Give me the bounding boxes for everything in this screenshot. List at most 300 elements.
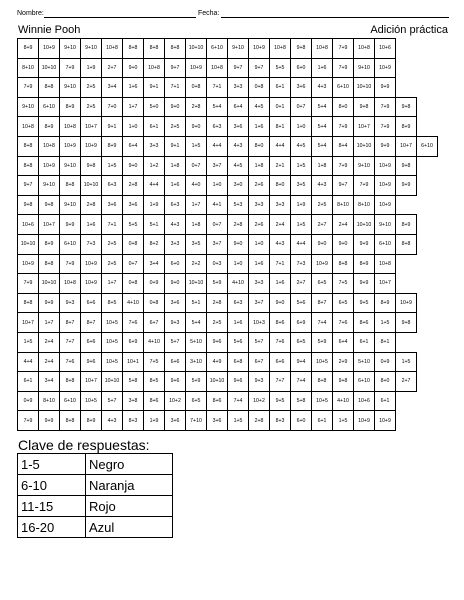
grid-cell[interactable]: 10+9 xyxy=(375,176,396,196)
grid-cell[interactable]: 6+7 xyxy=(144,313,165,333)
grid-cell[interactable]: 10+7 xyxy=(81,117,102,137)
grid-cell[interactable]: 10+3 xyxy=(249,313,270,333)
grid-cell[interactable]: 1+5 xyxy=(396,352,417,372)
grid-cell[interactable]: 9+0 xyxy=(165,274,186,294)
grid-cell[interactable]: 1+5 xyxy=(18,332,39,352)
grid-cell[interactable]: 5+4 xyxy=(312,136,333,156)
grid-cell[interactable]: 10+9 xyxy=(375,195,396,215)
grid-cell[interactable]: 8+8 xyxy=(396,234,417,254)
grid-cell[interactable]: 9+10 xyxy=(354,58,375,78)
grid-cell[interactable]: 7+9 xyxy=(333,156,354,176)
grid-cell[interactable]: 9+10 xyxy=(354,156,375,176)
grid-cell[interactable]: 6+4 xyxy=(333,332,354,352)
grid-cell[interactable]: 6+8 xyxy=(228,352,249,372)
grid-cell[interactable]: 3+3 xyxy=(144,136,165,156)
grid-cell[interactable]: 0+9 xyxy=(375,352,396,372)
grid-cell[interactable]: 7+6 xyxy=(270,332,291,352)
grid-cell[interactable]: 9+6 xyxy=(165,372,186,392)
grid-cell[interactable]: 3+3 xyxy=(249,195,270,215)
grid-cell[interactable]: 0+9 xyxy=(144,274,165,294)
grid-cell[interactable]: 7+9 xyxy=(60,254,81,274)
grid-cell[interactable]: 8+4 xyxy=(333,136,354,156)
grid-cell[interactable]: 6+10 xyxy=(60,234,81,254)
grid-cell[interactable]: 10+8 xyxy=(60,117,81,137)
grid-cell[interactable]: 8+7 xyxy=(312,293,333,313)
grid-cell[interactable]: 10+8 xyxy=(144,58,165,78)
grid-cell[interactable]: 7+1 xyxy=(165,78,186,98)
grid-cell[interactable]: 4+4 xyxy=(144,176,165,196)
grid-cell[interactable]: 9+9 xyxy=(60,215,81,235)
grid-cell[interactable]: 4+9 xyxy=(207,352,228,372)
grid-cell[interactable]: 7+0 xyxy=(102,97,123,117)
grid-cell[interactable]: 8+8 xyxy=(165,39,186,59)
grid-cell[interactable]: 9+9 xyxy=(354,234,375,254)
grid-cell[interactable]: 9+7 xyxy=(249,58,270,78)
grid-cell[interactable]: 9+8 xyxy=(396,97,417,117)
grid-cell[interactable]: 2+2 xyxy=(186,254,207,274)
grid-cell[interactable]: 5+5 xyxy=(270,58,291,78)
grid-cell[interactable]: 8+10 xyxy=(39,391,60,411)
grid-cell[interactable]: 10+5 xyxy=(312,391,333,411)
grid-cell[interactable]: 10+10 xyxy=(354,136,375,156)
grid-cell[interactable]: 10+7 xyxy=(18,313,39,333)
grid-cell[interactable]: 4+4 xyxy=(270,136,291,156)
grid-cell[interactable]: 5+0 xyxy=(144,97,165,117)
grid-cell[interactable]: 5+3 xyxy=(228,195,249,215)
grid-cell[interactable]: 3+6 xyxy=(165,293,186,313)
grid-cell[interactable]: 7+9 xyxy=(375,97,396,117)
grid-cell[interactable]: 0+7 xyxy=(207,215,228,235)
grid-cell[interactable]: 10+7 xyxy=(396,136,417,156)
grid-cell[interactable]: 1+6 xyxy=(123,78,144,98)
grid-cell[interactable]: 9+9 xyxy=(39,293,60,313)
grid-cell[interactable]: 10+9 xyxy=(18,254,39,274)
grid-cell[interactable]: 2+1 xyxy=(270,156,291,176)
grid-cell[interactable]: 10+5 xyxy=(312,352,333,372)
grid-cell[interactable]: 10+5 xyxy=(102,352,123,372)
grid-cell[interactable]: 10+10 xyxy=(354,78,375,98)
grid-cell[interactable]: 8+7 xyxy=(60,313,81,333)
grid-cell[interactable]: 5+4 xyxy=(312,117,333,137)
grid-cell[interactable]: 7+6 xyxy=(123,313,144,333)
grid-cell[interactable]: 10+5 xyxy=(81,391,102,411)
grid-cell[interactable]: 9+0 xyxy=(333,234,354,254)
grid-cell[interactable]: 8+8 xyxy=(60,372,81,392)
grid-cell[interactable]: 6+5 xyxy=(291,332,312,352)
grid-cell[interactable]: 9+8 xyxy=(291,39,312,59)
grid-cell[interactable]: 7+9 xyxy=(18,411,39,431)
grid-cell[interactable]: 4+10 xyxy=(144,332,165,352)
grid-cell[interactable]: 2+4 xyxy=(270,215,291,235)
grid-cell[interactable]: 9+6 xyxy=(228,372,249,392)
grid-cell[interactable]: 1+0 xyxy=(249,234,270,254)
grid-cell[interactable]: 8+2 xyxy=(144,234,165,254)
grid-cell[interactable]: 10+1 xyxy=(123,352,144,372)
grid-cell[interactable]: 8+10 xyxy=(333,195,354,215)
grid-cell[interactable]: 2+5 xyxy=(81,97,102,117)
grid-cell[interactable]: 8+9 xyxy=(396,117,417,137)
grid-cell[interactable]: 4+3 xyxy=(270,234,291,254)
grid-cell[interactable]: 9+6 xyxy=(207,332,228,352)
grid-cell[interactable]: 1+6 xyxy=(249,117,270,137)
grid-cell[interactable]: 6+5 xyxy=(312,274,333,294)
grid-cell[interactable]: 1+8 xyxy=(165,156,186,176)
grid-cell[interactable]: 9+8 xyxy=(396,156,417,176)
grid-cell[interactable]: 2+5 xyxy=(312,195,333,215)
grid-cell[interactable]: 4+3 xyxy=(312,176,333,196)
grid-cell[interactable]: 10+9 xyxy=(249,39,270,59)
grid-cell[interactable]: 9+5 xyxy=(354,293,375,313)
grid-cell[interactable]: 8+5 xyxy=(102,293,123,313)
grid-cell[interactable]: 4+4 xyxy=(291,234,312,254)
grid-cell[interactable]: 6+3 xyxy=(228,293,249,313)
grid-cell[interactable]: 9+3 xyxy=(165,313,186,333)
grid-cell[interactable]: 1+7 xyxy=(39,313,60,333)
grid-cell[interactable]: 9+0 xyxy=(165,97,186,117)
grid-cell[interactable]: 9+0 xyxy=(123,156,144,176)
grid-cell[interactable]: 8+9 xyxy=(396,215,417,235)
grid-cell[interactable]: 6+10 xyxy=(207,39,228,59)
grid-cell[interactable]: 6+0 xyxy=(165,254,186,274)
grid-cell[interactable]: 0+8 xyxy=(249,78,270,98)
grid-cell[interactable]: 1+0 xyxy=(228,254,249,274)
grid-cell[interactable]: 6+6 xyxy=(81,293,102,313)
grid-cell[interactable]: 2+5 xyxy=(81,78,102,98)
grid-cell[interactable]: 7+7 xyxy=(270,372,291,392)
grid-cell[interactable]: 7+9 xyxy=(333,58,354,78)
grid-cell[interactable]: 8+7 xyxy=(81,313,102,333)
grid-cell[interactable]: 8+8 xyxy=(60,411,81,431)
grid-cell[interactable]: 3+6 xyxy=(165,411,186,431)
grid-cell[interactable]: 1+2 xyxy=(144,156,165,176)
grid-cell[interactable]: 9+0 xyxy=(186,117,207,137)
grid-cell[interactable]: 6+10 xyxy=(375,234,396,254)
grid-cell[interactable]: 9+7 xyxy=(333,176,354,196)
grid-cell[interactable]: 1+0 xyxy=(123,117,144,137)
grid-cell[interactable]: 2+8 xyxy=(207,293,228,313)
grid-cell[interactable]: 9+1 xyxy=(165,136,186,156)
grid-cell[interactable]: 10+9 xyxy=(81,254,102,274)
grid-cell[interactable]: 8+6 xyxy=(354,313,375,333)
grid-cell[interactable]: 6+1 xyxy=(270,78,291,98)
grid-cell[interactable]: 8+8 xyxy=(60,176,81,196)
grid-cell[interactable]: 4+3 xyxy=(228,136,249,156)
grid-cell[interactable]: 3+8 xyxy=(123,391,144,411)
grid-cell[interactable]: 4+10 xyxy=(333,391,354,411)
grid-cell[interactable]: 10+9 xyxy=(375,411,396,431)
grid-cell[interactable]: 6+10 xyxy=(39,97,60,117)
grid-cell[interactable]: 4+4 xyxy=(18,352,39,372)
name-field[interactable] xyxy=(44,17,196,18)
grid-cell[interactable]: 6+1 xyxy=(144,117,165,137)
grid-cell[interactable]: 3+4 xyxy=(102,78,123,98)
grid-cell[interactable]: 8+9 xyxy=(39,117,60,137)
grid-cell[interactable]: 7+6 xyxy=(60,352,81,372)
grid-cell[interactable]: 5+6 xyxy=(291,293,312,313)
grid-cell[interactable]: 1+5 xyxy=(228,411,249,431)
grid-cell[interactable]: 10+8 xyxy=(102,39,123,59)
grid-cell[interactable]: 8+8 xyxy=(123,39,144,59)
grid-cell[interactable]: 5+5 xyxy=(123,215,144,235)
grid-cell[interactable]: 6+5 xyxy=(333,293,354,313)
grid-cell[interactable]: 1+6 xyxy=(81,215,102,235)
grid-cell[interactable]: 6+7 xyxy=(249,352,270,372)
grid-cell[interactable]: 3+4 xyxy=(39,372,60,392)
grid-cell[interactable]: 9+0 xyxy=(228,234,249,254)
grid-cell[interactable]: 10+8 xyxy=(60,274,81,294)
grid-cell[interactable]: 3+6 xyxy=(207,411,228,431)
grid-cell[interactable]: 5+9 xyxy=(312,332,333,352)
grid-cell[interactable]: 4+4 xyxy=(207,136,228,156)
grid-cell[interactable]: 3+7 xyxy=(249,293,270,313)
grid-cell[interactable]: 3+6 xyxy=(291,78,312,98)
grid-cell[interactable]: 2+7 xyxy=(312,215,333,235)
grid-cell[interactable]: 7+9 xyxy=(333,39,354,59)
grid-cell[interactable]: 1+5 xyxy=(102,156,123,176)
grid-cell[interactable]: 10+9 xyxy=(354,411,375,431)
grid-cell[interactable]: 6+3 xyxy=(165,195,186,215)
grid-cell[interactable]: 5+4 xyxy=(312,97,333,117)
grid-cell[interactable]: 2+7 xyxy=(396,372,417,392)
grid-cell[interactable]: 6+1 xyxy=(18,372,39,392)
grid-cell[interactable]: 7+4 xyxy=(291,372,312,392)
grid-cell[interactable]: 8+9 xyxy=(102,136,123,156)
grid-cell[interactable]: 9+1 xyxy=(102,117,123,137)
grid-cell[interactable]: 8+8 xyxy=(18,136,39,156)
grid-cell[interactable]: 8+0 xyxy=(270,176,291,196)
grid-cell[interactable]: 7+3 xyxy=(81,234,102,254)
grid-cell[interactable]: 8+8 xyxy=(18,156,39,176)
grid-cell[interactable]: 8+6 xyxy=(207,391,228,411)
grid-cell[interactable]: 6+9 xyxy=(123,332,144,352)
grid-cell[interactable]: 5+8 xyxy=(123,372,144,392)
grid-cell[interactable]: 2+5 xyxy=(102,254,123,274)
grid-cell[interactable]: 8+10 xyxy=(18,58,39,78)
grid-cell[interactable]: 2+7 xyxy=(291,274,312,294)
grid-cell[interactable]: 2+5 xyxy=(165,117,186,137)
grid-cell[interactable]: 8+9 xyxy=(81,411,102,431)
grid-cell[interactable]: 0+8 xyxy=(186,78,207,98)
grid-cell[interactable]: 4+10 xyxy=(123,293,144,313)
grid-cell[interactable]: 9+7 xyxy=(18,176,39,196)
grid-cell[interactable]: 1+7 xyxy=(102,274,123,294)
grid-cell[interactable]: 6+3 xyxy=(207,117,228,137)
grid-cell[interactable]: 8+8 xyxy=(312,372,333,392)
grid-cell[interactable]: 0+8 xyxy=(123,234,144,254)
grid-cell[interactable]: 8+3 xyxy=(270,411,291,431)
grid-cell[interactable]: 1+8 xyxy=(312,156,333,176)
grid-cell[interactable]: 9+3 xyxy=(249,372,270,392)
grid-cell[interactable]: 6+5 xyxy=(186,391,207,411)
grid-cell[interactable]: 10+5 xyxy=(102,332,123,352)
grid-cell[interactable]: 1+6 xyxy=(312,58,333,78)
grid-cell[interactable]: 6+1 xyxy=(312,411,333,431)
grid-cell[interactable]: 9+0 xyxy=(270,293,291,313)
grid-cell[interactable]: 9+9 xyxy=(354,274,375,294)
grid-cell[interactable]: 3+3 xyxy=(165,234,186,254)
grid-cell[interactable]: 2+4 xyxy=(39,352,60,372)
grid-cell[interactable]: 0+1 xyxy=(270,97,291,117)
grid-cell[interactable]: 0+7 xyxy=(123,254,144,274)
grid-cell[interactable]: 7+10 xyxy=(186,411,207,431)
grid-cell[interactable]: 10+9 xyxy=(375,156,396,176)
grid-cell[interactable]: 6+10 xyxy=(417,136,438,156)
grid-cell[interactable]: 7+9 xyxy=(333,117,354,137)
grid-cell[interactable]: 4+10 xyxy=(228,274,249,294)
grid-cell[interactable]: 3+3 xyxy=(228,78,249,98)
grid-cell[interactable]: 3+6 xyxy=(123,195,144,215)
grid-cell[interactable]: 10+8 xyxy=(312,39,333,59)
grid-cell[interactable]: 10+9 xyxy=(186,58,207,78)
grid-cell[interactable]: 10+8 xyxy=(39,136,60,156)
grid-cell[interactable]: 10+7 xyxy=(81,372,102,392)
grid-cell[interactable]: 10+2 xyxy=(165,391,186,411)
grid-cell[interactable]: 1+9 xyxy=(144,411,165,431)
grid-cell[interactable]: 8+10 xyxy=(354,195,375,215)
grid-cell[interactable]: 9+8 xyxy=(81,156,102,176)
grid-cell[interactable]: 8+9 xyxy=(354,254,375,274)
grid-cell[interactable]: 10+9 xyxy=(375,58,396,78)
grid-cell[interactable]: 9+3 xyxy=(60,293,81,313)
grid-cell[interactable]: 6+0 xyxy=(291,411,312,431)
grid-cell[interactable]: 7+9 xyxy=(354,176,375,196)
grid-cell[interactable]: 10+10 xyxy=(354,215,375,235)
grid-cell[interactable]: 7+9 xyxy=(18,274,39,294)
grid-cell[interactable]: 10+10 xyxy=(39,58,60,78)
grid-cell[interactable]: 8+6 xyxy=(270,313,291,333)
grid-cell[interactable]: 10+8 xyxy=(207,58,228,78)
grid-cell[interactable]: 2+7 xyxy=(102,58,123,78)
grid-cell[interactable]: 9+10 xyxy=(60,156,81,176)
grid-cell[interactable]: 9+7 xyxy=(165,58,186,78)
grid-cell[interactable]: 8+8 xyxy=(144,39,165,59)
grid-cell[interactable]: 3+10 xyxy=(186,352,207,372)
grid-cell[interactable]: 1+6 xyxy=(165,176,186,196)
grid-cell[interactable]: 8+0 xyxy=(249,136,270,156)
grid-cell[interactable]: 0+7 xyxy=(291,97,312,117)
grid-cell[interactable]: 1+0 xyxy=(207,176,228,196)
grid-cell[interactable]: 0+8 xyxy=(123,274,144,294)
grid-cell[interactable]: 10+8 xyxy=(18,117,39,137)
grid-cell[interactable]: 10+10 xyxy=(207,372,228,392)
date-field[interactable] xyxy=(221,17,449,18)
grid-cell[interactable]: 10+10 xyxy=(186,274,207,294)
grid-cell[interactable]: 7+9 xyxy=(375,117,396,137)
grid-cell[interactable]: 8+1 xyxy=(270,117,291,137)
grid-cell[interactable]: 10+10 xyxy=(102,372,123,392)
grid-cell[interactable]: 10+9 xyxy=(396,293,417,313)
grid-cell[interactable]: 9+6 xyxy=(81,352,102,372)
grid-cell[interactable]: 1+7 xyxy=(123,97,144,117)
grid-cell[interactable]: 2+4 xyxy=(333,215,354,235)
grid-cell[interactable]: 10+9 xyxy=(39,156,60,176)
grid-cell[interactable]: 0+7 xyxy=(186,156,207,176)
grid-cell[interactable]: 3+3 xyxy=(270,195,291,215)
grid-cell[interactable]: 1+9 xyxy=(144,195,165,215)
grid-cell[interactable]: 3+5 xyxy=(186,234,207,254)
grid-cell[interactable]: 6+10 xyxy=(60,391,81,411)
grid-cell[interactable]: 5+4 xyxy=(207,97,228,117)
grid-cell[interactable]: 6+10 xyxy=(333,78,354,98)
grid-cell[interactable]: 1+5 xyxy=(375,313,396,333)
grid-cell[interactable]: 9+5 xyxy=(270,391,291,411)
grid-cell[interactable]: 1+5 xyxy=(333,411,354,431)
grid-cell[interactable]: 10+9 xyxy=(81,274,102,294)
grid-cell[interactable]: 10+8 xyxy=(375,254,396,274)
grid-cell[interactable]: 10+8 xyxy=(354,39,375,59)
grid-cell[interactable]: 9+8 xyxy=(39,195,60,215)
grid-cell[interactable]: 4+1 xyxy=(207,195,228,215)
grid-cell[interactable]: 9+9 xyxy=(375,78,396,98)
grid-cell[interactable]: 3+6 xyxy=(228,117,249,137)
grid-cell[interactable]: 8+8 xyxy=(333,254,354,274)
grid-cell[interactable]: 1+6 xyxy=(249,254,270,274)
grid-cell[interactable]: 1+6 xyxy=(228,313,249,333)
grid-cell[interactable]: 3+3 xyxy=(249,274,270,294)
grid-cell[interactable]: 2+9 xyxy=(333,352,354,372)
grid-cell[interactable]: 9+8 xyxy=(396,313,417,333)
grid-cell[interactable]: 7+3 xyxy=(291,254,312,274)
grid-cell[interactable]: 4+3 xyxy=(102,411,123,431)
grid-cell[interactable]: 10+10 xyxy=(81,176,102,196)
grid-cell[interactable]: 6+9 xyxy=(291,313,312,333)
grid-cell[interactable]: 8+6 xyxy=(144,391,165,411)
grid-cell[interactable]: 10+9 xyxy=(312,254,333,274)
grid-cell[interactable]: 5+7 xyxy=(165,332,186,352)
grid-cell[interactable]: 3+6 xyxy=(102,195,123,215)
grid-cell[interactable]: 2+8 xyxy=(186,97,207,117)
grid-cell[interactable]: 9+10 xyxy=(375,215,396,235)
grid-cell[interactable]: 9+10 xyxy=(228,39,249,59)
grid-cell[interactable]: 1+8 xyxy=(249,156,270,176)
grid-cell[interactable]: 1+9 xyxy=(81,58,102,78)
grid-cell[interactable]: 9+10 xyxy=(60,78,81,98)
grid-cell[interactable]: 8+9 xyxy=(375,293,396,313)
grid-cell[interactable]: 7+7 xyxy=(60,332,81,352)
grid-cell[interactable]: 9+10 xyxy=(81,39,102,59)
grid-cell[interactable]: 7+5 xyxy=(144,352,165,372)
grid-cell[interactable]: 4+0 xyxy=(186,176,207,196)
grid-cell[interactable]: 2+8 xyxy=(249,411,270,431)
grid-cell[interactable]: 9+10 xyxy=(18,97,39,117)
grid-cell[interactable]: 9+7 xyxy=(228,58,249,78)
grid-cell[interactable]: 8+3 xyxy=(123,411,144,431)
grid-cell[interactable]: 7+1 xyxy=(102,215,123,235)
grid-cell[interactable]: 8+9 xyxy=(18,39,39,59)
grid-cell[interactable]: 4+5 xyxy=(249,97,270,117)
grid-cell[interactable]: 8+0 xyxy=(333,97,354,117)
grid-cell[interactable]: 10+7 xyxy=(375,274,396,294)
grid-cell[interactable]: 9+10 xyxy=(60,195,81,215)
grid-cell[interactable]: 5+10 xyxy=(186,332,207,352)
grid-cell[interactable]: 7+1 xyxy=(207,78,228,98)
grid-cell[interactable]: 8+8 xyxy=(39,254,60,274)
grid-cell[interactable]: 2+8 xyxy=(81,195,102,215)
grid-cell[interactable]: 6+6 xyxy=(270,352,291,372)
grid-cell[interactable]: 5+10 xyxy=(354,352,375,372)
grid-cell[interactable]: 10+9 xyxy=(60,136,81,156)
grid-cell[interactable]: 10+6 xyxy=(354,391,375,411)
grid-cell[interactable]: 8+8 xyxy=(39,78,60,98)
grid-cell[interactable]: 9+10 xyxy=(39,176,60,196)
grid-cell[interactable]: 2+6 xyxy=(249,176,270,196)
grid-cell[interactable]: 5+9 xyxy=(186,372,207,392)
grid-cell[interactable]: 5+6 xyxy=(228,332,249,352)
grid-cell[interactable]: 1+5 xyxy=(186,136,207,156)
grid-cell[interactable]: 9+9 xyxy=(39,411,60,431)
grid-cell[interactable]: 2+4 xyxy=(39,332,60,352)
grid-cell[interactable]: 10+10 xyxy=(39,274,60,294)
